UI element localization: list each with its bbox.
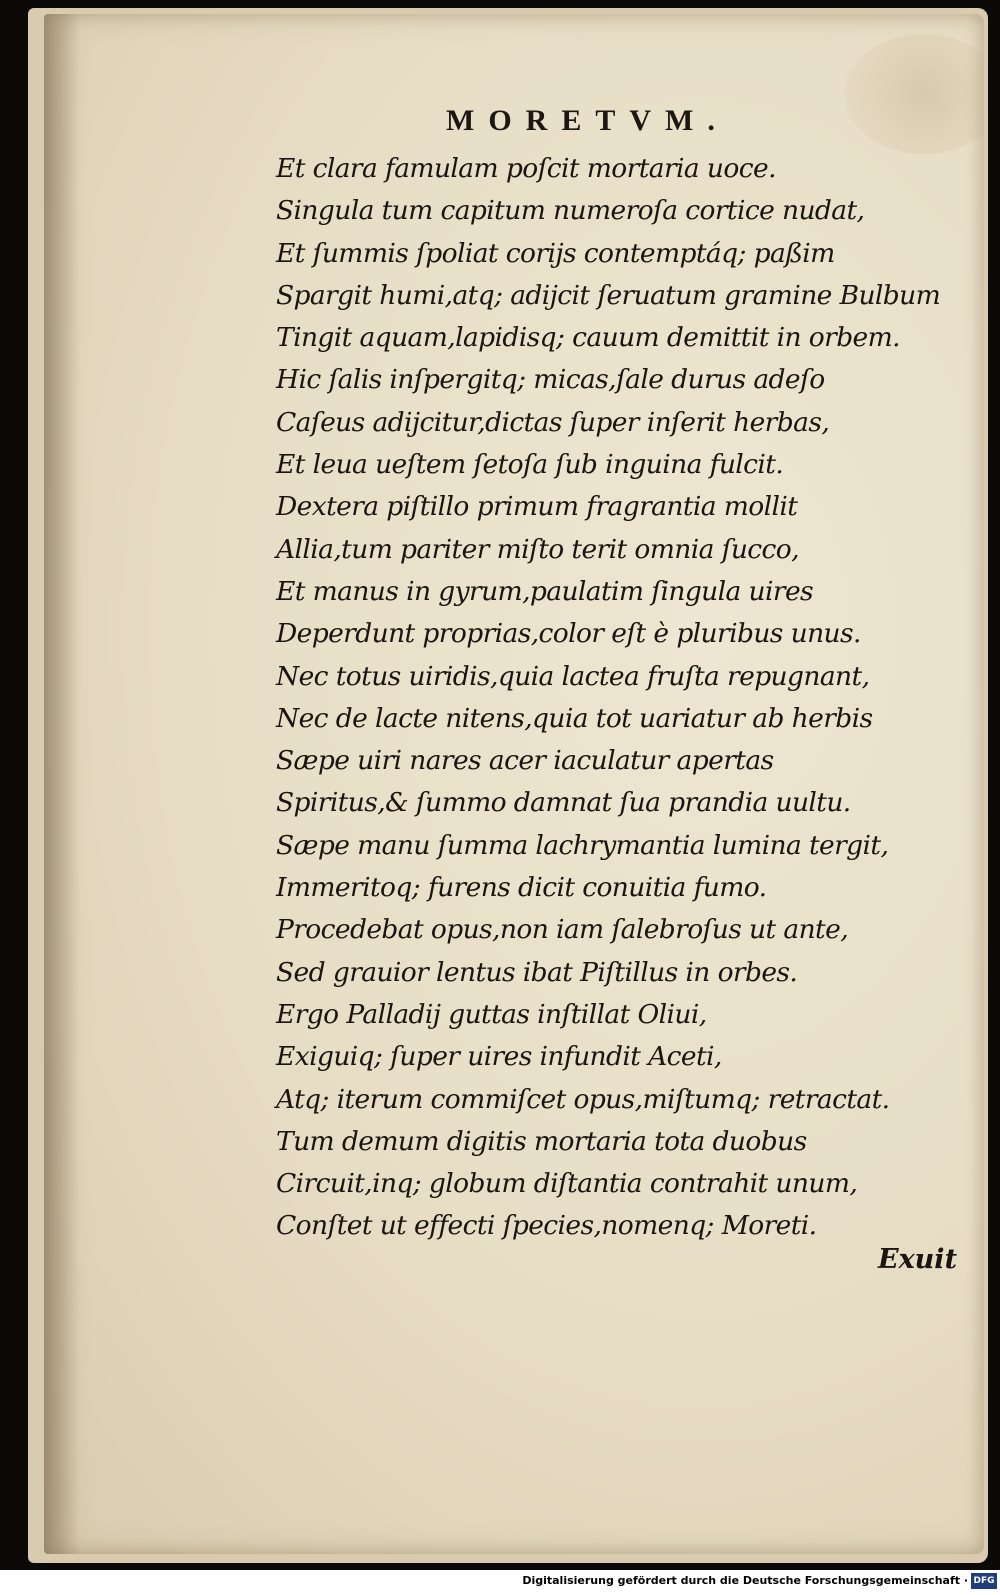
verse-line: Exiguiq; ſuper uires infundit Aceti, — [276, 1041, 722, 1073]
verse-line: Et manus in gyrum,paulatim ſingula uires — [276, 575, 814, 607]
running-head: MORETVM. — [446, 104, 729, 137]
verse-line: Nec totus uiridis,quia lactea fruſta repugnant, — [276, 660, 870, 692]
paper-stain — [844, 34, 984, 154]
verse-line: Hic ſalis inſpergitq; micas,ſale durus adeſo — [276, 364, 825, 396]
catchword: Exuit — [878, 1244, 958, 1275]
verse-line: Et leua ueſtem ſetoſa ſub inguina fulcit. — [276, 449, 784, 481]
footer-bar — [0, 1570, 1000, 1595]
verse-line: Spiritus,& ſummo damnat ſua prandia uultu. — [276, 787, 851, 819]
verse-line: Atq; iterum commiſcet opus,miſtumq; retractat. — [276, 1083, 890, 1115]
verse-line: Sæpe manu ſumma lachrymantia lumina tergit, — [276, 829, 889, 861]
dfg-logo: DFG — [971, 1573, 997, 1589]
verse-line: Tingit aquam,lapidisq; cauum demittit in orbem. — [276, 322, 900, 354]
verse-line: Caſeus adijcitur,dictas ſuper inſerit herbas, — [276, 406, 830, 438]
verse-line: Deperdunt proprias,color eſt è pluribus unus. — [276, 618, 861, 650]
verse-line: Conſtet ut effecti ſpecies,nomenq; Moreti. — [276, 1210, 817, 1242]
funding-credit: Digitalisierung gefördert durch die Deutsche Forschungsgemeinschaft · — [522, 1574, 968, 1587]
verse-line: Nec de lacte nitens,quia tot uariatur ab herbis — [276, 702, 873, 734]
verse-line: Et ſummis ſpoliat corijs contemptáq; paßim — [276, 237, 835, 269]
verse-line: Immeritoq; furens dicit conuitia fumo. — [276, 872, 767, 904]
verse-line: Singula tum capitum numeroſa cortice nudat, — [276, 195, 865, 227]
verse-line: Sæpe uiri nares acer iaculatur apertas — [276, 745, 774, 777]
verse-line: Tum demum digitis mortaria tota duobus — [276, 1125, 807, 1157]
verse-line: Allia,tum pariter miſto terit omnia ſucco, — [276, 533, 799, 565]
verse-line: Ergo Palladij guttas inſtillat Oliui, — [276, 998, 707, 1030]
gutter-shadow — [44, 14, 80, 1554]
verse-line: Et clara famulam poſcit mortaria uoce. — [276, 153, 776, 184]
verse-line: Dextera piſtillo primum fragrantia mollit — [276, 491, 798, 523]
verse-line: Spargit humi,atq; adijcit ſeruatum gramine Bulbum — [276, 279, 941, 311]
verse-line: Sed grauior lentus ibat Piſtillus in orbes. — [276, 956, 798, 988]
verse-line: Procedebat opus,non iam ſalebroſus ut ante, — [276, 914, 849, 946]
verse-list — [276, 148, 940, 1248]
verse-line: Circuit,inq; globum diſtantia contrahit unum, — [276, 1168, 858, 1200]
